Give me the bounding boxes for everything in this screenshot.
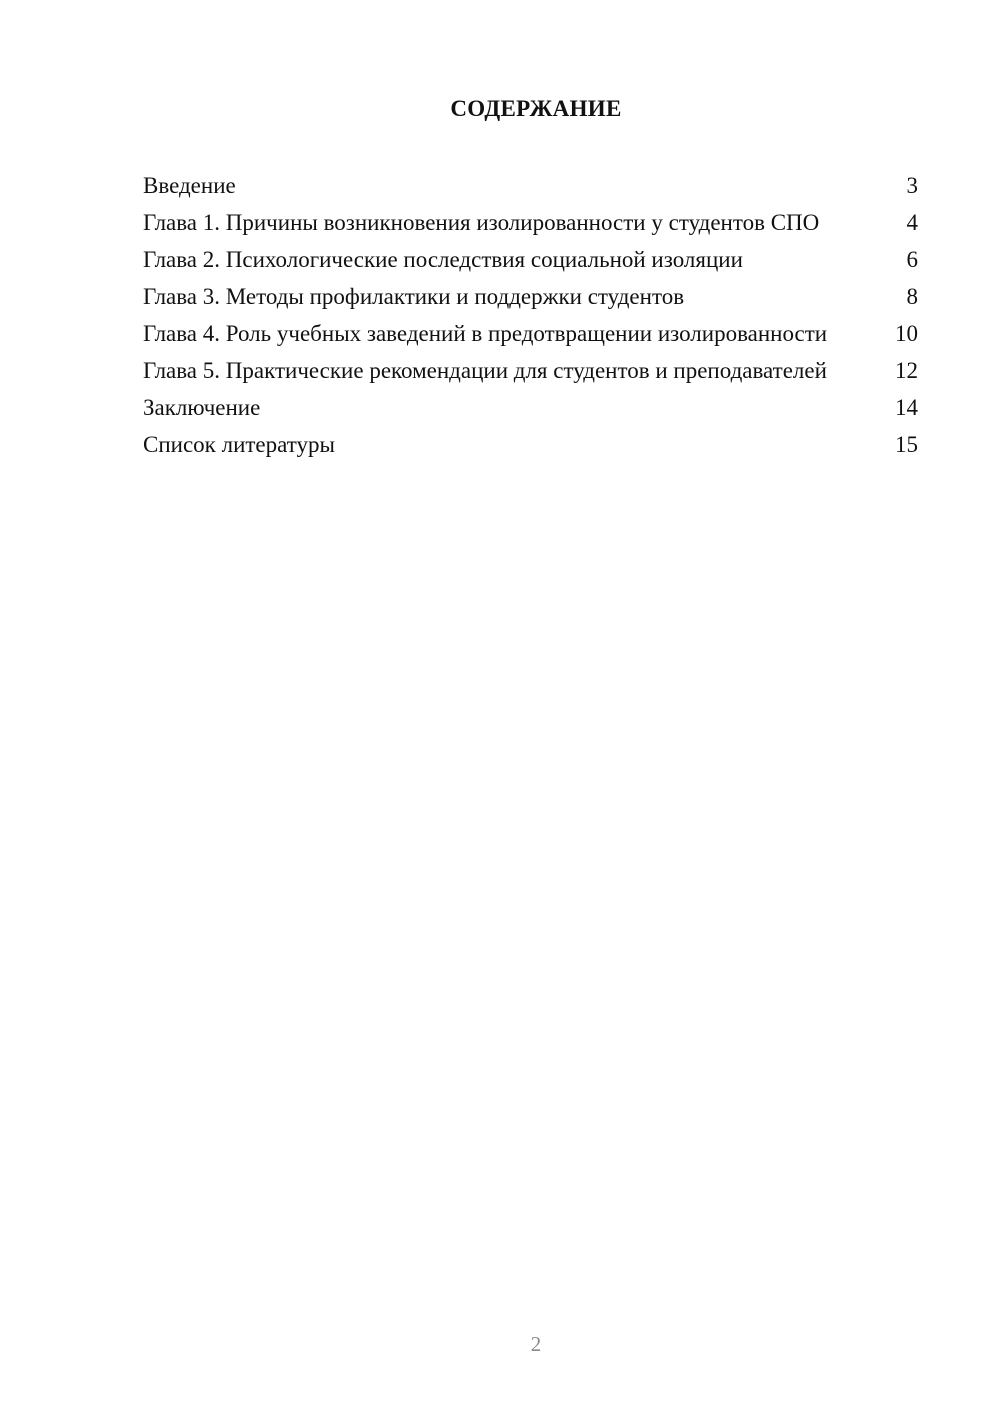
toc-entry-chapter-3 [143,283,918,310]
toc-entry-label: Глава 2. Психологические последствия социальной изоляции [143,247,743,272]
toc-entry-label: Глава 4. Роль учебных заведений в предотвращении изолированности [143,321,828,346]
toc-entry-page-number: 10 [895,321,918,346]
toc-entry-conclusion [143,394,918,421]
toc-entry-chapter-5 [143,357,918,384]
toc-entry-chapter-4 [143,320,918,347]
toc-entry-label: Введение [143,173,236,198]
toc-entry-page-number: 4 [906,210,918,235]
toc-entry-label: Глава 3. Методы профилактики и поддержки студентов [143,284,685,309]
toc-entry-chapter-2 [143,246,918,273]
toc-entry-page-number: 8 [906,284,918,309]
toc-entry-label: Глава 5. Практические рекомендации для студентов и преподавателей [143,358,827,383]
toc-entry-page-number: 15 [895,432,918,457]
toc-entry-page-number: 6 [906,247,918,272]
toc-entry-label: Список литературы [143,432,335,457]
toc-entry-page-number: 14 [895,395,918,420]
toc-entry-references [143,431,918,458]
toc-entry-page-number: 12 [895,358,918,383]
page-number: 2 [530,1332,542,1356]
toc-entry-chapter-1 [143,209,918,236]
toc-entry-label: Заключение [143,395,261,420]
toc-entry-label: Глава 1. Причины возникновения изолированности у студентов СПО [143,210,820,235]
toc-entry-page-number: 3 [906,173,918,198]
page-title: СОДЕРЖАНИЕ [450,96,622,121]
toc-entry-introduction [143,172,918,199]
table-of-contents [143,172,918,468]
